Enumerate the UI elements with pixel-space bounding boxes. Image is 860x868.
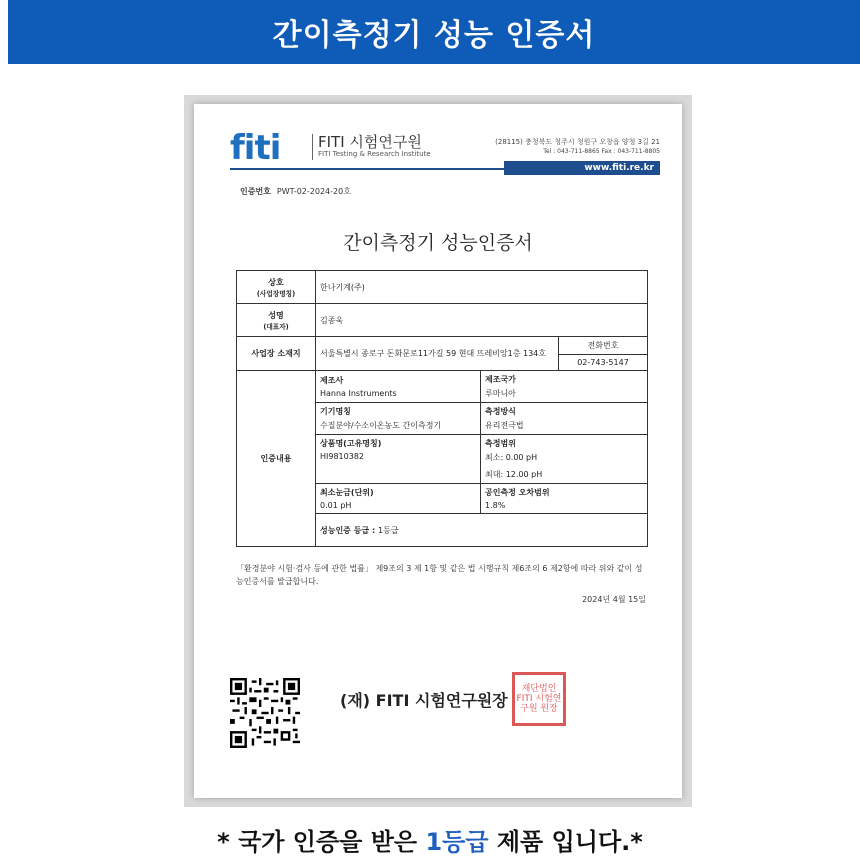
company-label: 상호 (사업장명칭) xyxy=(237,271,316,304)
bottom-note-suffix: 제품 입니다.* xyxy=(488,828,643,856)
error-cell: 공인측정 오차범위 1.8% xyxy=(481,484,648,514)
bottom-note xyxy=(0,822,860,857)
country-cell: 제조국가 루마니아 xyxy=(481,371,648,403)
cert-number-value: PWT-02-2024-20호 xyxy=(276,187,351,196)
document-title: 간이측정기 성능인증서 xyxy=(343,232,533,254)
address-label: 사업장 소재지 xyxy=(237,337,316,371)
table-row xyxy=(237,371,648,403)
org-name-en: FITI Testing & Research Institute xyxy=(318,150,431,158)
phone-label: 전화번호 xyxy=(559,337,647,355)
method-cell: 측정방식 유리전극법 xyxy=(481,403,648,435)
org-name: FITI 시험연구원 xyxy=(318,133,422,151)
bottom-note-prefix: * 국가 인증을 받은 xyxy=(217,828,426,856)
banner-title: 간이측정기 성능 인증서 xyxy=(272,18,596,53)
resolution-cell: 최소눈금(단위) 0.01 pH xyxy=(316,484,481,514)
phone-value: 02-743-5147 xyxy=(577,358,629,367)
device-cell: 기기명칭 수질분야/수소이온농도 간이측정기 xyxy=(316,403,481,435)
certificate-table xyxy=(236,270,648,547)
grade-cell: 성능인증 등급 : 1등급 xyxy=(316,514,648,547)
table-row xyxy=(237,337,648,371)
grade-highlight: 1등급 xyxy=(425,828,489,856)
org-phone: Tel : 043-711-8865 Fax : 043-711-8805 xyxy=(543,148,660,155)
issue-date: 2024년 4월 15일 xyxy=(582,595,646,604)
rep-label: 성명 (대표자) xyxy=(237,304,316,337)
cert-content-label: 인증내용 xyxy=(237,371,316,547)
table-row xyxy=(237,271,648,304)
top-banner xyxy=(8,0,860,64)
qr-code[interactable] xyxy=(230,678,300,748)
legal-footnote: 「환경분야 시험·검사 등에 관한 법률」 제9조의 3 제 1항 및 같은 법 시행규칙 제6조의 6 제2항에 따라 위와 같이 성능인증서를 발급합니다. xyxy=(236,564,643,586)
cert-number-label: 인증번호 xyxy=(240,187,271,196)
company-value: 한나기계(주) xyxy=(316,271,648,304)
issuer-name: (재) FITI 시험연구원장 xyxy=(340,691,508,710)
manufacturer-cell: 제조사 Hanna Instruments xyxy=(316,371,481,403)
org-address: (28115) 충청북도 청주시 청원구 오창읍 양청 3길 21 xyxy=(495,138,660,146)
address-value: 서울특별시 종로구 돈화문로11가길 59 현대 뜨레비앙1층 134호 xyxy=(316,337,559,371)
certificate-document xyxy=(194,104,682,798)
logo-divider xyxy=(312,134,313,160)
phone-cell xyxy=(559,337,648,371)
range-cell: 측정범위 최소: 0.00 pH 최대: 12.00 pH xyxy=(481,435,648,484)
fiti-logo: fiti xyxy=(230,128,281,168)
table-row xyxy=(237,304,648,337)
official-seal: 재단법인 FITI 시험연구원 원장 xyxy=(512,672,566,726)
header-rule xyxy=(230,168,508,170)
model-cell: 상품명(고유명칭) HI9810382 xyxy=(316,435,481,484)
cert-number xyxy=(240,186,351,197)
rep-value: 김종욱 xyxy=(316,304,648,337)
website-link[interactable]: www.fiti.re.kr xyxy=(504,161,660,175)
